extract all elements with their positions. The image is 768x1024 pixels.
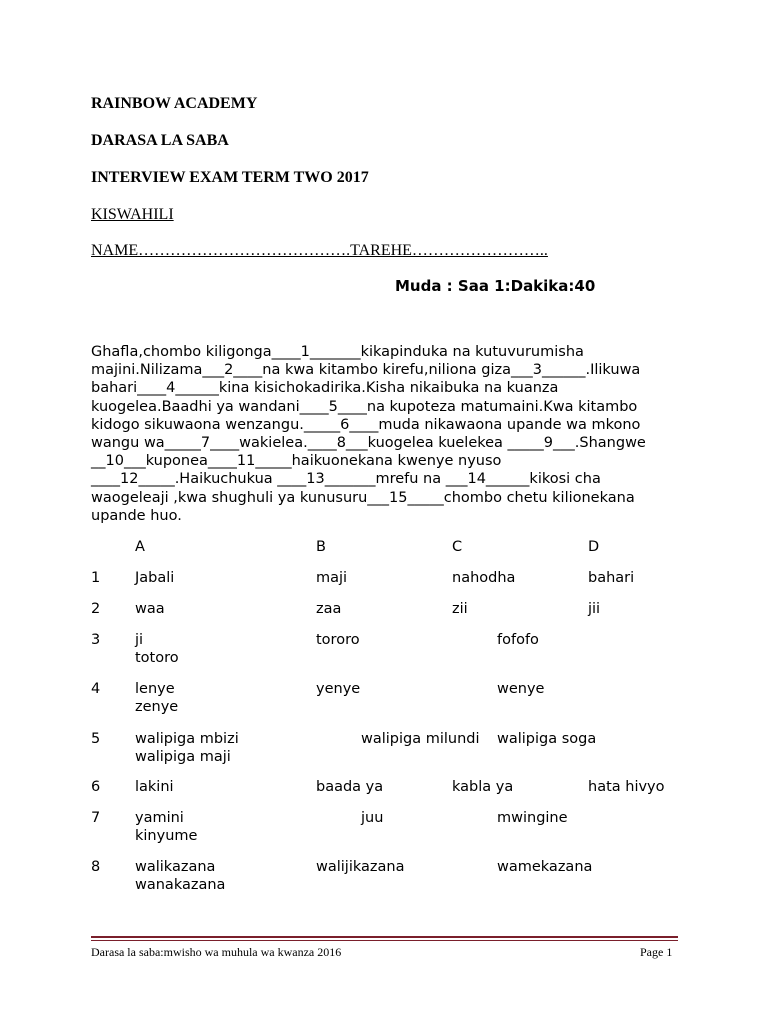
question-number: 6 <box>91 779 101 795</box>
option-d: walipiga maji <box>135 749 231 765</box>
exam-title: INTERVIEW EXAM TERM TWO 2017 <box>91 169 369 186</box>
option-a: walikazana <box>135 859 216 875</box>
option-b: baada ya <box>316 779 384 795</box>
option-a: Jabali <box>135 570 175 586</box>
page-number: Page 1 <box>640 945 673 959</box>
option-a: lenye <box>135 681 175 697</box>
option-b: tororo <box>316 632 360 648</box>
option-c: wenye <box>497 681 545 697</box>
option-d: totoro <box>135 650 179 666</box>
question-number: 7 <box>91 810 101 826</box>
option-d: wanakazana <box>135 877 226 893</box>
option-a: lakini <box>135 779 174 795</box>
option-d: kinyume <box>135 828 198 844</box>
option-c: fofofo <box>497 632 539 648</box>
name-date-line: NAME………………………………….TAREHE…………………….. <box>91 242 548 259</box>
option-b: zaa <box>316 601 342 617</box>
option-c: mwingine <box>497 810 568 826</box>
option-d: hata hivyo <box>588 779 665 795</box>
question-number: 1 <box>91 570 101 586</box>
question-number: 8 <box>91 859 101 875</box>
option-b: walipiga milundi <box>361 731 480 747</box>
footer-divider-thin <box>91 940 678 941</box>
school-name: RAINBOW ACADEMY <box>91 95 258 112</box>
option-c: kabla ya <box>452 779 514 795</box>
question-number: 4 <box>91 681 101 697</box>
footer-divider-thick <box>91 936 678 938</box>
question-number: 3 <box>91 632 101 648</box>
column-header-d: D <box>588 539 600 555</box>
option-b: walijikazana <box>316 859 405 875</box>
column-header-a: A <box>135 539 145 555</box>
question-number: 5 <box>91 731 101 747</box>
option-a: yamini <box>135 810 184 826</box>
option-d: bahari <box>588 570 635 586</box>
option-c: wamekazana <box>497 859 593 875</box>
option-b: juu <box>361 810 384 826</box>
option-c: zii <box>452 601 468 617</box>
option-d: zenye <box>135 699 179 715</box>
footer-note: Darasa la saba:mwisho wa muhula wa kwanza 2016 <box>91 945 342 959</box>
column-header-b: B <box>316 539 326 555</box>
class-name: DARASA LA SABA <box>91 132 229 149</box>
exam-duration: Muda : Saa 1:Dakika:40 <box>395 277 596 295</box>
column-header-c: C <box>452 539 463 555</box>
option-b: yenye <box>316 681 361 697</box>
option-b: maji <box>316 570 348 586</box>
option-a: waa <box>135 601 165 617</box>
option-d: jii <box>588 601 601 617</box>
option-c: nahodha <box>452 570 516 586</box>
question-number: 2 <box>91 601 101 617</box>
option-c: walipiga soga <box>497 731 597 747</box>
subject-title: KISWAHILI <box>91 206 174 223</box>
option-a: walipiga mbizi <box>135 731 239 747</box>
cloze-passage: Ghafla,chombo kiligonga____1_______kikapinduka na kutuvurumisha majini.Nilizama___2____na kwa kitambo kirefu,niliona giza___3______.Ilikuwa bahari____4______kina kisichokadirika.Kisha nikaibuka na kuanza kuogelea.Baadhi ya wandani____5____na kupoteza matumaini.Kwa kitambo kidogo sikuwaona wenzangu._____6____muda nikawaona upande wa mkono wangu wa_____7____wakielea.____8___kuogelea kuelekea _____9___.Shangwe __10___kuponea____11_____haikuonekana kwenye nyuso ____12_____.Haikuchukua ____13_______mrefu na ___14______kikosi cha waogeleaji ,kwa shughuli ya kunusuru___15_____chombo chetu kilionekana upande huo. <box>91 344 646 524</box>
option-a: ji <box>135 632 144 648</box>
